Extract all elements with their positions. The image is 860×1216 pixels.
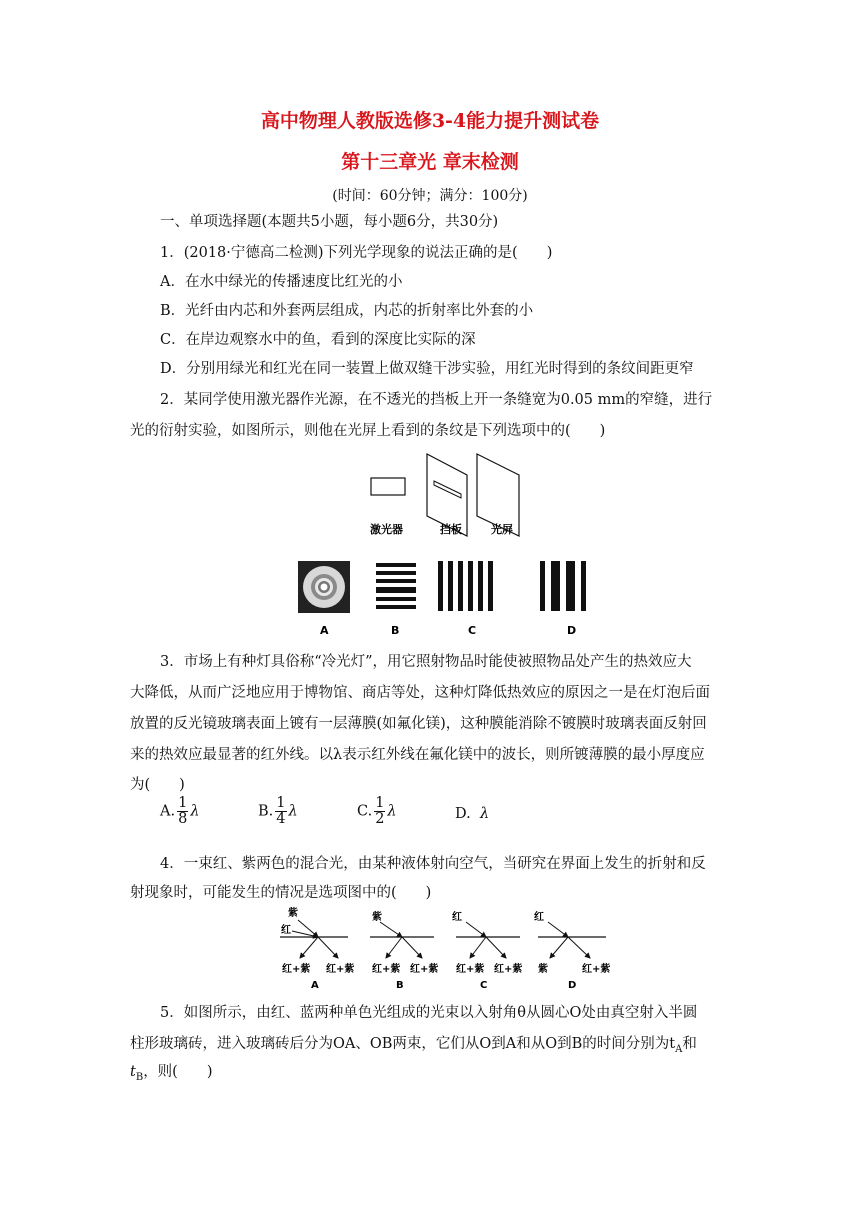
fraction-denominator: 4 (276, 811, 286, 827)
fraction-numerator: 1 (276, 795, 286, 811)
option-a-diagram (280, 906, 354, 991)
t-symbol: t (130, 1064, 136, 1080)
lambda-symbol: λ (288, 803, 298, 820)
pattern-c (438, 561, 493, 611)
q2-stem-line1: 2．某同学使用激光器作光源，在不透光的挡板上开一条缝宽为0.05 mm的窄缝，进行 (160, 392, 713, 408)
option-c-diagram (452, 910, 522, 991)
q3-line4: 来的热效应最显著的红外线。以λ表示红外线在氟化镁中的波长，则所镀薄膜的最小厚度应 (130, 747, 705, 763)
q3-line5: 为( ) (130, 777, 185, 793)
q5-line2 (130, 1034, 697, 1060)
label-right-beam: 红+紫 (410, 964, 439, 975)
pattern-d (540, 561, 586, 611)
fraction-denominator: 8 (178, 811, 188, 827)
laser-box (371, 478, 405, 495)
label-right-beam: 红+紫 (582, 964, 611, 975)
q3-option-a (160, 796, 200, 827)
q4-stem-line1: 4．一束红、紫两色的混合光，由某种液体射向空气，当研究在界面上发生的折射和反 (160, 856, 706, 872)
q5-line2-end: 和 (682, 1036, 697, 1052)
q3-option-b-fraction (275, 796, 286, 827)
exam-info: (时间：60分钟；满分：100分) (332, 188, 528, 204)
option-b-diagram (370, 910, 438, 991)
pattern-label-c: C (468, 624, 477, 637)
q3-option-c-fraction (374, 796, 385, 827)
pattern-label-b: B (391, 624, 400, 637)
diagram-label-b: B (396, 980, 404, 991)
diagram-label-d: D (568, 980, 577, 991)
q1-option-c: C．在岸边观察水中的鱼，看到的深度比实际的深 (160, 332, 476, 348)
q3-option-a-fraction (177, 796, 188, 827)
label-left-beam: 红+紫 (372, 964, 401, 975)
fraction-numerator: 1 (178, 795, 188, 811)
q4-stem-line2: 射现象时，可能发生的情况是选项图中的( ) (130, 885, 432, 901)
q1-option-d: D．分别用绿光和红光在同一装置上做双缝干涉实验，用红光时得到的条纹间距更窄 (160, 361, 694, 377)
q1-option-b: B．光纤由内芯和外套两层组成，内芯的折射率比外套的小 (160, 303, 534, 319)
fraction-denominator: 2 (375, 811, 385, 827)
q5-line3-rest: ，则( ) (143, 1064, 213, 1080)
label-red: 红 (534, 912, 544, 923)
diagram-label-a: A (311, 980, 319, 991)
label-right-beam: 红+紫 (494, 964, 523, 975)
q3-line1: 3．市场上有种灯具俗称“冷光灯”，用它照射物品时能使被照物品处产生的热效应大 (160, 654, 692, 670)
label-red: 红 (281, 925, 291, 936)
chapter-title: 第十三章光 章末检测 (341, 151, 519, 173)
q3-option-b (258, 796, 298, 827)
diffraction-patterns-figure (290, 556, 610, 646)
q3-option-c (357, 796, 397, 827)
q3-option-a-prefix: A. (160, 803, 176, 820)
q3-option-c-prefix: C. (357, 803, 373, 820)
diffraction-setup-figure (360, 450, 530, 545)
q5-line3 (130, 1062, 213, 1088)
paper-title: 高中物理人教版选修3-4能力提升测试卷 (260, 110, 600, 132)
pattern-a (298, 561, 350, 613)
q2-stem-line2: 光的衍射实验，如图所示，则他在光屏上看到的条纹是下列选项中的( ) (130, 423, 606, 439)
lambda-symbol: λ (479, 806, 490, 822)
label-purple: 紫 (288, 908, 298, 919)
label-left-beam: 红+紫 (456, 964, 485, 975)
pattern-label-a: A (320, 624, 329, 637)
label-plate: 挡板 (440, 523, 462, 536)
pattern-b (376, 563, 416, 609)
label-red: 红 (452, 912, 462, 923)
subscript-b: B (135, 1071, 144, 1083)
option-d-diagram (534, 910, 610, 991)
pattern-label-d: D (567, 624, 577, 637)
lambda-symbol: λ (387, 803, 397, 820)
q3-option-d-prefix: D. (455, 806, 471, 822)
q3-option-d (455, 806, 489, 822)
lambda-symbol: λ (190, 803, 200, 820)
q5-line2-text: 柱形玻璃砖，进入玻璃砖后分为OA、OB两束，它们从O到A和从O到B的时间分别为t (130, 1036, 676, 1052)
label-right-beam: 红+紫 (326, 964, 355, 975)
refraction-options-figure (270, 906, 620, 992)
q5-line1: 5．如图所示，由红、蓝两种单色光组成的光束以入射角θ从圆心O处由真空射入半圆 (160, 1005, 698, 1021)
label-left-beam: 紫 (538, 964, 548, 975)
fraction-numerator: 1 (375, 795, 385, 811)
diagram-label-c: C (480, 980, 488, 991)
q1-stem: 1．(2018·宁德高二检测)下列光学现象的说法正确的是( ) (160, 245, 553, 261)
q3-line2: 大降低，从而广泛地应用于博物馆、商店等处，这种灯降低热效应的原因之一是在灯泡后面 (130, 685, 710, 701)
q3-line3: 放置的反光镜玻璃表面上镀有一层薄膜(如氟化镁)，这种膜能消除不镀膜时玻璃表面反射回 (130, 716, 707, 732)
label-laser: 激光器 (370, 523, 403, 536)
label-left-beam: 红+紫 (282, 964, 311, 975)
section-heading: 一、单项选择题(本题共5小题，每小题6分，共30分) (160, 214, 499, 230)
subscript-a: A (675, 1043, 683, 1055)
q3-option-b-prefix: B. (258, 803, 274, 820)
slit (434, 481, 461, 498)
q1-option-a: A．在水中绿光的传播速度比红光的小 (160, 274, 403, 290)
label-screen: 光屏 (491, 523, 513, 536)
label-purple: 紫 (372, 912, 382, 923)
